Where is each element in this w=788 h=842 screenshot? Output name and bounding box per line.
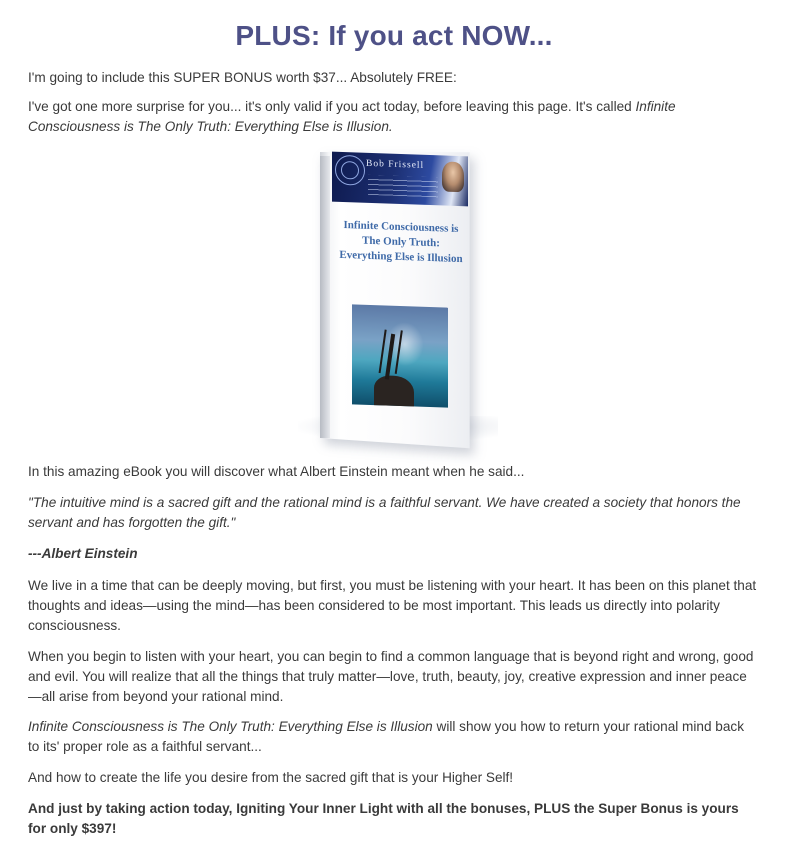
listen-paragraph: When you begin to listen with your heart, you can begin to find a common language that is beyond right and wrong, good and evil. You will realize that all the things that truly matter—love, truth, beauty, joy, creative expression and inner peace—all arise from beyond your rational mind. [28,649,754,704]
author-photo [442,161,464,192]
intro-text: I'm going to include this SUPER BONUS worth $37... Absolutely FREE: [28,70,457,85]
ebook-spine [320,156,330,438]
discover-text: In this amazing eBook you will discover what Albert Einstein meant when he said... [28,464,525,479]
flower-of-life-icon [335,155,365,186]
create-life-text: And how to create the life you desire from the sacred gift that is your Higher Self! [28,770,514,785]
ebook-author-banner [332,152,468,207]
ebook-cover-title: Infinite Consciousness is The Only Truth: Everything Else is Illusion [339,218,463,266]
einstein-quote: "The intuitive mind is a sacred gift and the rational mind is a faithful servant. We have created a society that honors the servant and has forgotten the gift." [28,495,741,530]
quote-attribution: ---Albert Einstein [28,546,138,561]
ebook-cover-artwork [352,304,448,407]
surprise-lead: I've got one more surprise for you... it's only valid if you act today, before leaving this page. It's called [28,99,636,114]
ebook-author-name: Bob Frissell [366,158,425,171]
call-to-action-text: And just by taking action today, Igniting Your Inner Light with all the bonuses, PLUS the Super Bonus is yours for only $397! [28,801,739,836]
page-headline: PLUS: If you act NOW... [235,20,553,51]
ebook-cover-image [298,150,498,446]
surprise-paragraph [28,97,758,137]
show-you-book-title: Infinite Consciousness is The Only Truth: Everything Else is Illusion [28,719,433,734]
show-you-rest: will show you how to return your rational mind back to its' proper role as a faithful servant... [28,719,745,754]
ebook-banner-subtext [368,175,438,197]
surprise-book-title: Infinite Consciousness is The Only Truth: Everything Else is Illusion. [28,99,676,134]
live-paragraph: We live in a time that can be deeply moving, but first, you must be listening with your heart. It has been on this planet that thoughts and ideas—using the mind—has been considered to be most important. This leads us directly into polarity consciousness. [28,578,757,633]
show-you-paragraph [28,717,758,757]
